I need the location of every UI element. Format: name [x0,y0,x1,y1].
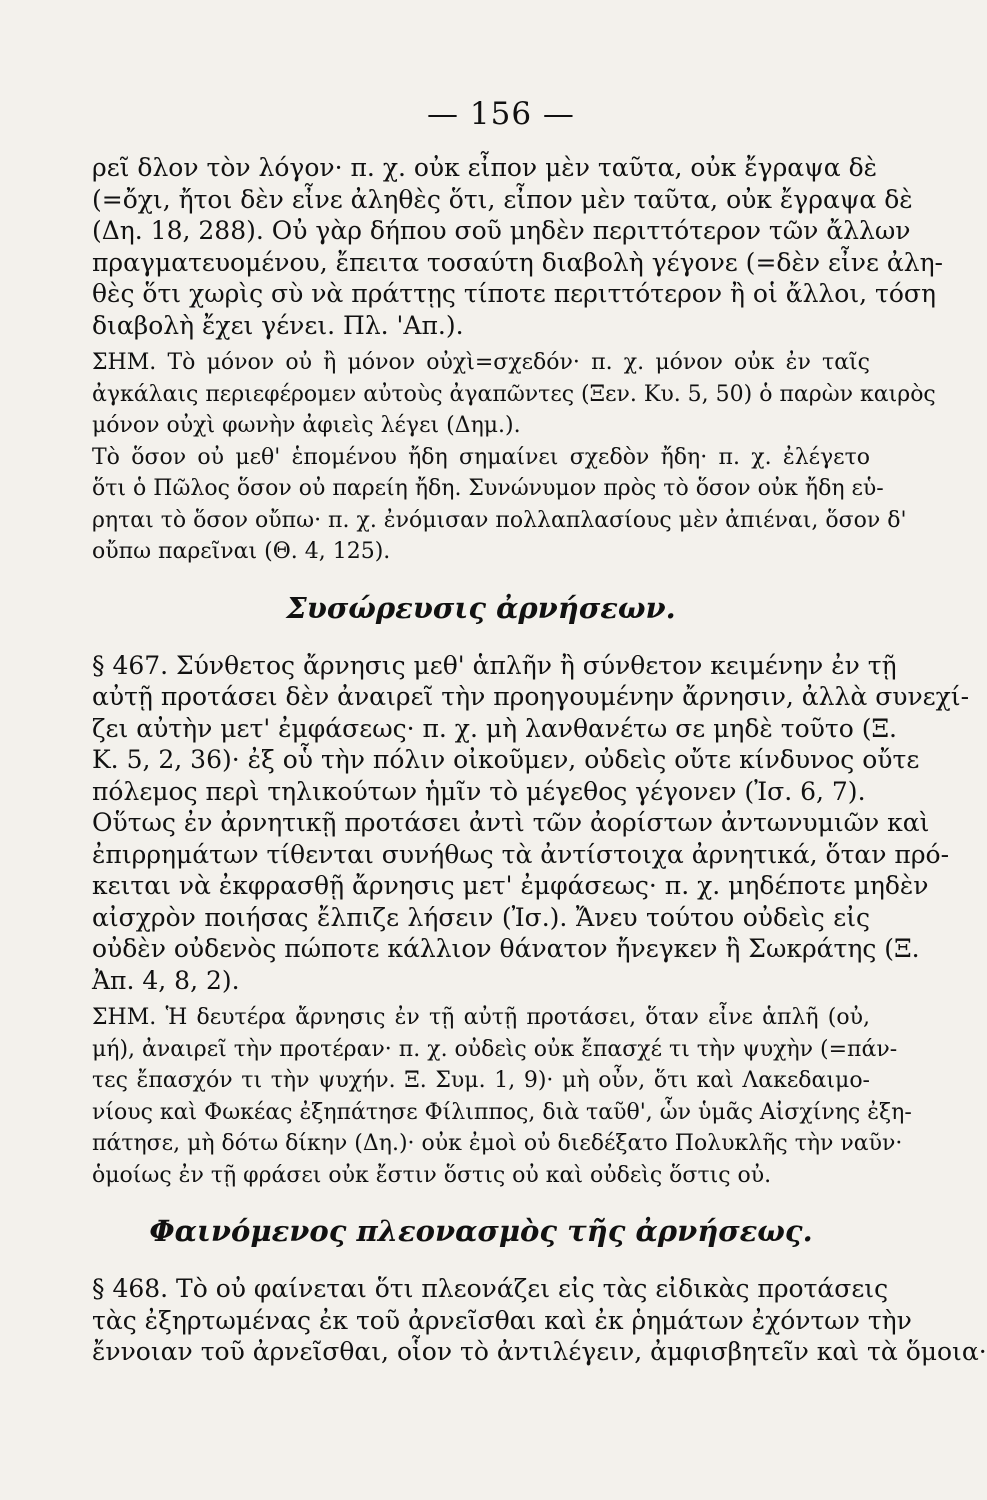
section-heading: Συσώρευσις ἀρνήσεων. [286,590,676,625]
note-block [92,347,936,568]
text-line: (=ὄχι, ἤτοι δὲν εἶνε ἀληθὲς ὅτι, εἶπον μὲν ταῦτα, οὐκ ἔγραψα δὲ [92,184,913,214]
text-line: ζει αὐτὴν μετ' ἐμφάσεως· π. χ. μὴ λανθανέτω σε μηδὲ τοῦτο (Ξ. [92,713,897,743]
text-line: πόλεμος περὶ τηλικούτων ἡμῖν τὸ μέγεθος γέγονεν (Ἰσ. 6, 7). [92,776,866,806]
text-line: τὰς ἐξηρτωμένας ἐκ τοῦ ἀρνεῖσθαι καὶ ἐκ ῥημάτων ἐχόντων τὴν [92,1305,912,1335]
text-line: διαβολὴ ἔχει γένει. Πλ. 'Απ.). [92,310,464,340]
note-line: ρηται τὸ ὅσον οὔπω· π. χ. ἐνόμισαν πολλαπλασίους μὲν ἀπιέναι, ὅσον δ' [92,507,907,533]
note-line: ἀγκάλαις περιεφέρομεν αὐτοὺς ἀγαπῶντες (Ξεν. Κυ. 5, 50) ὁ παρὼν καιρὸς [92,381,936,407]
section-heading: Φαινόμενος πλεονασμὸς τῆς ἀρνήσεως. [149,1214,813,1248]
note-block [92,1002,912,1191]
paragraph-468 [92,1273,987,1368]
note-line: πάτησε, μὴ δότω δίκην (Δη.)· οὐκ ἐμοὶ οὐ διεδέξατο Πολυκλῆς τὴν ναῦν· [92,1131,903,1156]
paragraph-continuation [92,152,944,341]
text-line: πραγματευομένου, ἔπειτα τοσαύτη διαβολὴ γέγονε (=δὲν εἶνε ἀλη- [92,247,944,277]
text-line: Κ. 5, 2, 36)· ἐξ οὗ τὴν πόλιν οἰκοῦμεν, οὐδεὶς οὔτε κίνδυνος οὔτε [92,745,920,774]
text-line: ἐπιρρημάτων τίθενται συνήθως τὰ ἀντίστοιχα ἀρνητικά, ὅταν πρό- [92,839,950,869]
note-line: ὅτι ὁ Πῶλος ὅσον οὐ παρείη ἤδη. Συνώνυμον πρὸς τὸ ὅσον οὐκ ἤδη εὑ- [92,476,884,501]
text-line: οὐδὲν οὐδενὸς πώποτε κάλλιον θάνατον ἤνεγκεν ἢ Σωκράτης (Ξ. [92,934,920,963]
note-line: Τὸ ὅσον οὐ μεθ' ἑπομένου ἤδη σημαίνει σχεδὸν ἤδη· π. χ. ἐλέγετο [92,444,870,470]
note-line: μή), ἀναιρεῖ τὴν προτέραν· π. χ. οὐδεὶς οὐκ ἔπασχέ τι τὴν ψυχὴν (=πάν- [92,1036,898,1062]
page-number: — 156 — [427,96,575,132]
text-line: § 468. Τὸ οὐ φαίνεται ὅτι πλεονάζει εἰς τὰς εἰδικὰς προτάσεις [92,1274,889,1303]
note-line: ὁμοίως ἐν τῇ φράσει οὐκ ἔστιν ὅστις οὐ καὶ οὐδεὶς ὅστις οὐ. [92,1162,772,1188]
text-line: ρεῖ δλον τὸν λόγον· π. χ. οὐκ εἶπον μὲν ταῦτα, οὐκ ἔγραψα δὲ [92,153,878,182]
note-line: μόνον οὐχὶ φωνὴν ἀφιεὶς λέγει (Δημ.). [92,413,521,438]
note-line: ΣΗΜ. Ἡ δευτέρα ἄρνησις ἐν τῇ αὐτῇ προτάσει, ὅταν εἶνε ἁπλῆ (οὐ, [92,1005,870,1030]
text-line: κειται νὰ ἐκφρασθῇ ἄρνησις μετ' ἐμφάσεως· π. χ. μηδέποτε μηδὲν [92,871,929,900]
text-line: ἔννοιαν τοῦ ἀρνεῖσθαι, οἷον τὸ ἀντιλέγειν, ἀμφισβητεῖν καὶ τὰ ὅμοια· [92,1337,987,1366]
note-line: τες ἔπασχόν τι τὴν ψυχήν. Ξ. Συμ. 1, 9)· μὴ οὖν, ὅτι καὶ Λακεδαιμο- [92,1068,870,1093]
text-line: Οὕτως ἐν ἀρνητικῇ προτάσει ἀντὶ τῶν ἀορίστων ἀντωνυμιῶν καὶ [92,808,930,837]
note-line: νίους καὶ Φωκέας ἐξηπάτησε Φίλιππος, διὰ ταῦθ', ὧν ὑμᾶς Αἰσχίνης ἐξη- [92,1099,912,1125]
text-line: § 467. Σύνθετος ἄρνησις μεθ' ἁπλῆν ἢ σύνθετον κειμένην ἐν τῇ [92,650,897,680]
note-line: ΣΗΜ. Τὸ μόνον οὐ ἢ μόνον οὐχὶ=σχεδόν· π. χ. μόνον οὐκ ἐν ταῖς [92,350,870,375]
text-line: αἰσχρὸν ποιήσας ἔλπιζε λήσειν (Ἰσ.). Ἄνευ τούτου οὐδεὶς εἰς [92,902,870,932]
text-line: αὐτῇ προτάσει δὲν ἀναιρεῖ τὴν προηγουμένην ἄρνησιν, ἀλλὰ συνεχί- [92,682,970,711]
text-line: (Δη. 18, 288). Οὐ γὰρ δήπου σοῦ μηδὲν περιττότερον τῶν ἄλλων [92,216,911,245]
paragraph-467 [92,650,970,997]
text-line: θὲς ὅτι χωρὶς σὺ νὰ πράττῃς τίποτε περιττότερον ἢ οἱ ἄλλοι, τόση [92,279,936,308]
text-line: Ἀπ. 4, 8, 2). [92,965,240,995]
note-line: οὔπω παρεῖναι (Θ. 4, 125). [92,539,391,564]
